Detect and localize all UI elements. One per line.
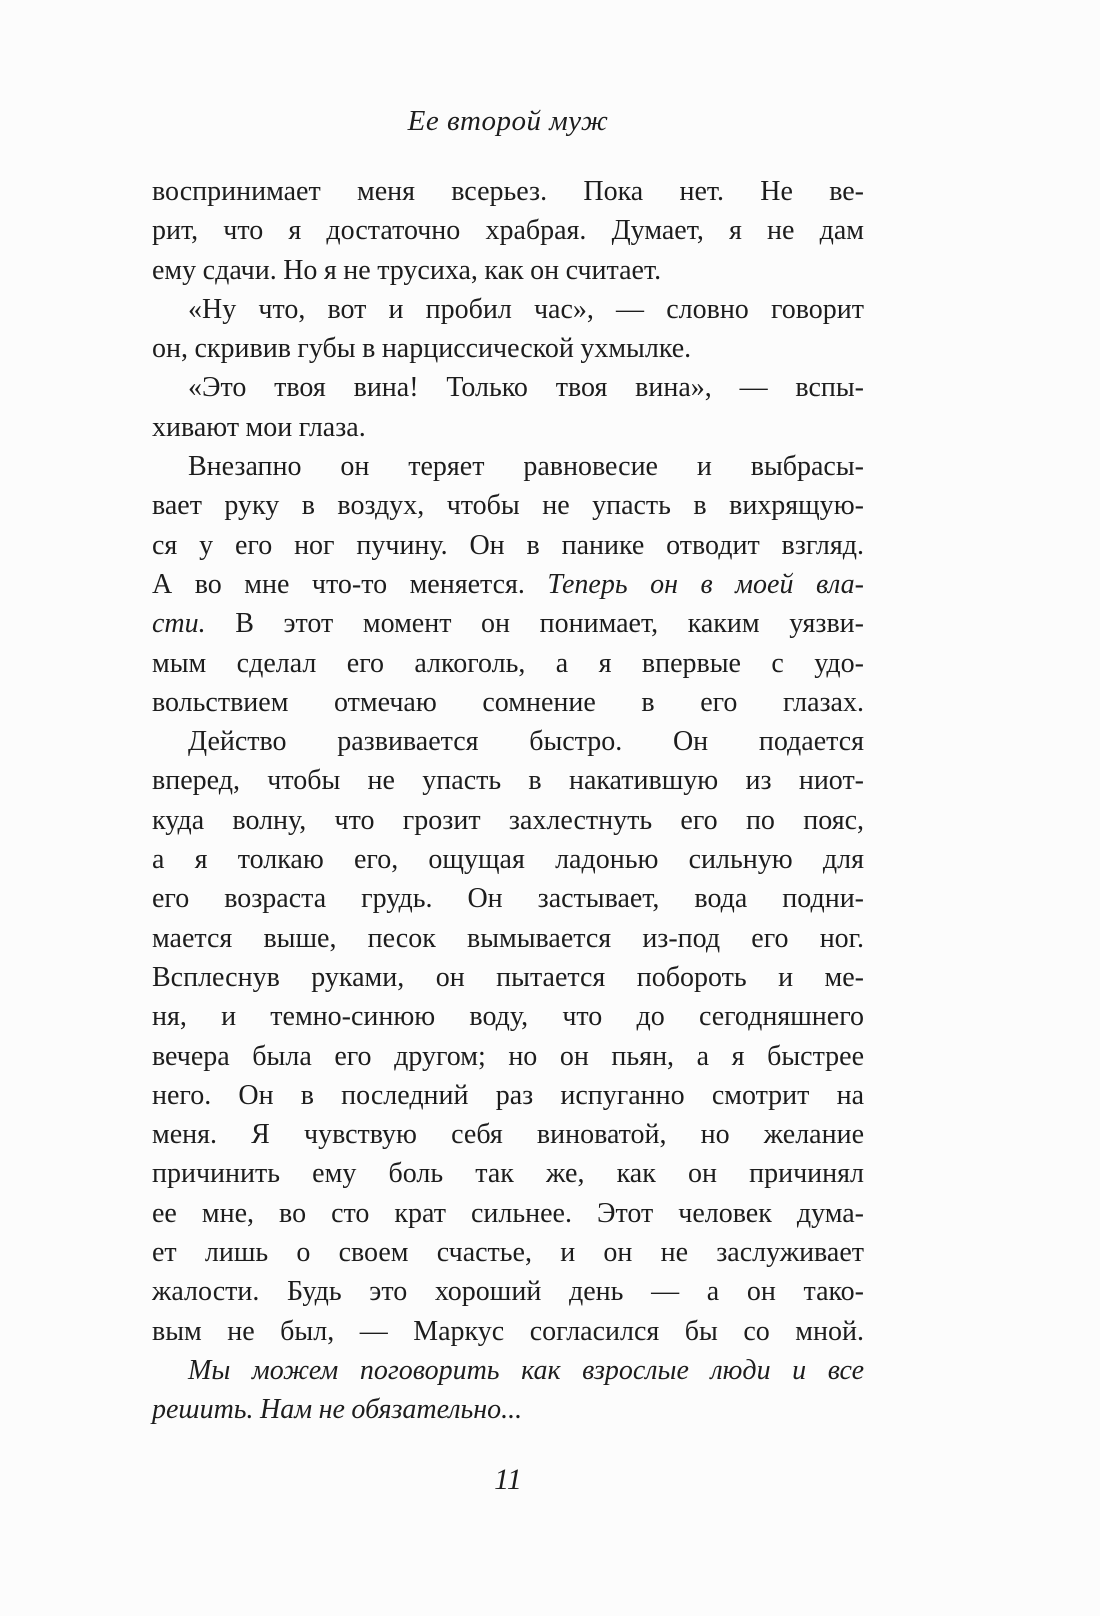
text-line (152, 486, 864, 525)
text-segment: воспринимает меня всерьез. Пока нет. Не ве- (152, 176, 864, 207)
text-segment: вольствием отмечаю сомнение в его глазах. (152, 686, 864, 718)
text-segment: вает руку в воздух, чтобы не упасть в вихрящую- (152, 490, 864, 522)
text-line (152, 211, 864, 250)
text-segment: мым сделал его алкоголь, а я впервые с удо- (152, 647, 864, 679)
italic-text-segment: сти. (152, 608, 206, 640)
text-segment: А во мне что-то меняется. (152, 568, 548, 600)
running-header: Ее второй муж (407, 105, 609, 137)
text-segment: Действо развивается быстро. Он подается (188, 726, 864, 758)
text-line (152, 368, 864, 407)
text-line (152, 526, 864, 565)
text-line (152, 329, 864, 368)
text-segment: его возраста грудь. Он застывает, вода подни- (152, 883, 864, 915)
text-line (152, 879, 864, 918)
text-segment: ему сдачи. Но я не трусиха, как он считает. (152, 254, 662, 286)
text-line (152, 1076, 864, 1115)
text-line (152, 1390, 864, 1429)
text-segment: ет лишь о своем счастье, и он не заслуживает (152, 1237, 864, 1269)
text-segment: него. Он в последний раз испуганно смотрит на (152, 1079, 864, 1111)
text-segment: куда волну, что грозит захлестнуть его по пояс, (152, 804, 864, 836)
text-segment: В этот момент он понимает, каким уязви- (205, 608, 864, 640)
text-segment: мается выше, песок вымывается из-под его ног. (152, 922, 864, 954)
text-line (152, 997, 864, 1036)
text-line (152, 604, 864, 643)
text-line (152, 565, 864, 604)
text-block (152, 172, 864, 1430)
text-line (152, 172, 864, 211)
text-segment: а я толкаю его, ощущая ладонью сильную для (152, 844, 864, 876)
text-segment: Всплеснув руками, он пытается побороть и ме- (152, 961, 864, 993)
text-line (152, 840, 864, 879)
text-segment: жалости. Будь это хороший день — а он тако- (152, 1276, 864, 1308)
text-line (152, 1115, 864, 1154)
text-line (152, 1351, 864, 1390)
text-line (152, 1312, 864, 1351)
italic-text-segment: Мы можем поговорить как взрослые люди и все (188, 1354, 864, 1386)
text-line (152, 290, 864, 329)
text-segment: Внезапно он теряет равновесие и выбрасы- (188, 451, 864, 483)
text-segment: он, скривив губы в нарциссической ухмылке. (152, 333, 692, 365)
text-line (152, 408, 864, 447)
text-line (152, 447, 864, 486)
text-segment: ее мне, во сто крат сильнее. Этот человек дума- (152, 1197, 864, 1229)
italic-text-segment: Теперь он в моей вла- (547, 568, 865, 600)
text-line (152, 761, 864, 800)
text-line (152, 644, 864, 683)
text-segment: ся у его ног пучину. Он в панике отводит взгляд. (152, 529, 864, 561)
text-line (152, 1037, 864, 1076)
text-segment: ня, и темно-синюю воду, что до сегодняшнего (152, 1001, 864, 1033)
text-segment: вечера была его другом; но он пьян, а я быстрее (152, 1040, 864, 1072)
text-segment: хивают мои глаза. (152, 411, 366, 443)
text-segment: меня. Я чувствую себя виноватой, но желание (152, 1119, 864, 1151)
text-line (152, 1154, 864, 1193)
text-segment: «Ну что, вот и пробил час», — словно говорит (188, 293, 864, 325)
text-segment: «Это твоя вина! Только твоя вина», — вспы- (188, 372, 864, 404)
text-line (152, 919, 864, 958)
text-segment: вым не был, — Маркус согласился бы со мной. (152, 1315, 864, 1347)
italic-text-segment: решить. Нам не обязательно... (152, 1394, 523, 1426)
text-segment: вперед, чтобы не упасть в накатившую из ниот- (152, 765, 864, 797)
text-line (152, 1194, 864, 1233)
text-line (152, 801, 864, 840)
text-line (152, 1272, 864, 1311)
text-line (152, 251, 864, 290)
text-line (152, 722, 864, 761)
text-segment: причинить ему боль так же, как он причинял (152, 1158, 864, 1190)
page-number: 11 (494, 1463, 522, 1496)
text-line (152, 1233, 864, 1272)
text-line (152, 958, 864, 997)
text-line (152, 683, 864, 722)
text-segment: рит, что я достаточно храбрая. Думает, я не дам (152, 215, 864, 247)
